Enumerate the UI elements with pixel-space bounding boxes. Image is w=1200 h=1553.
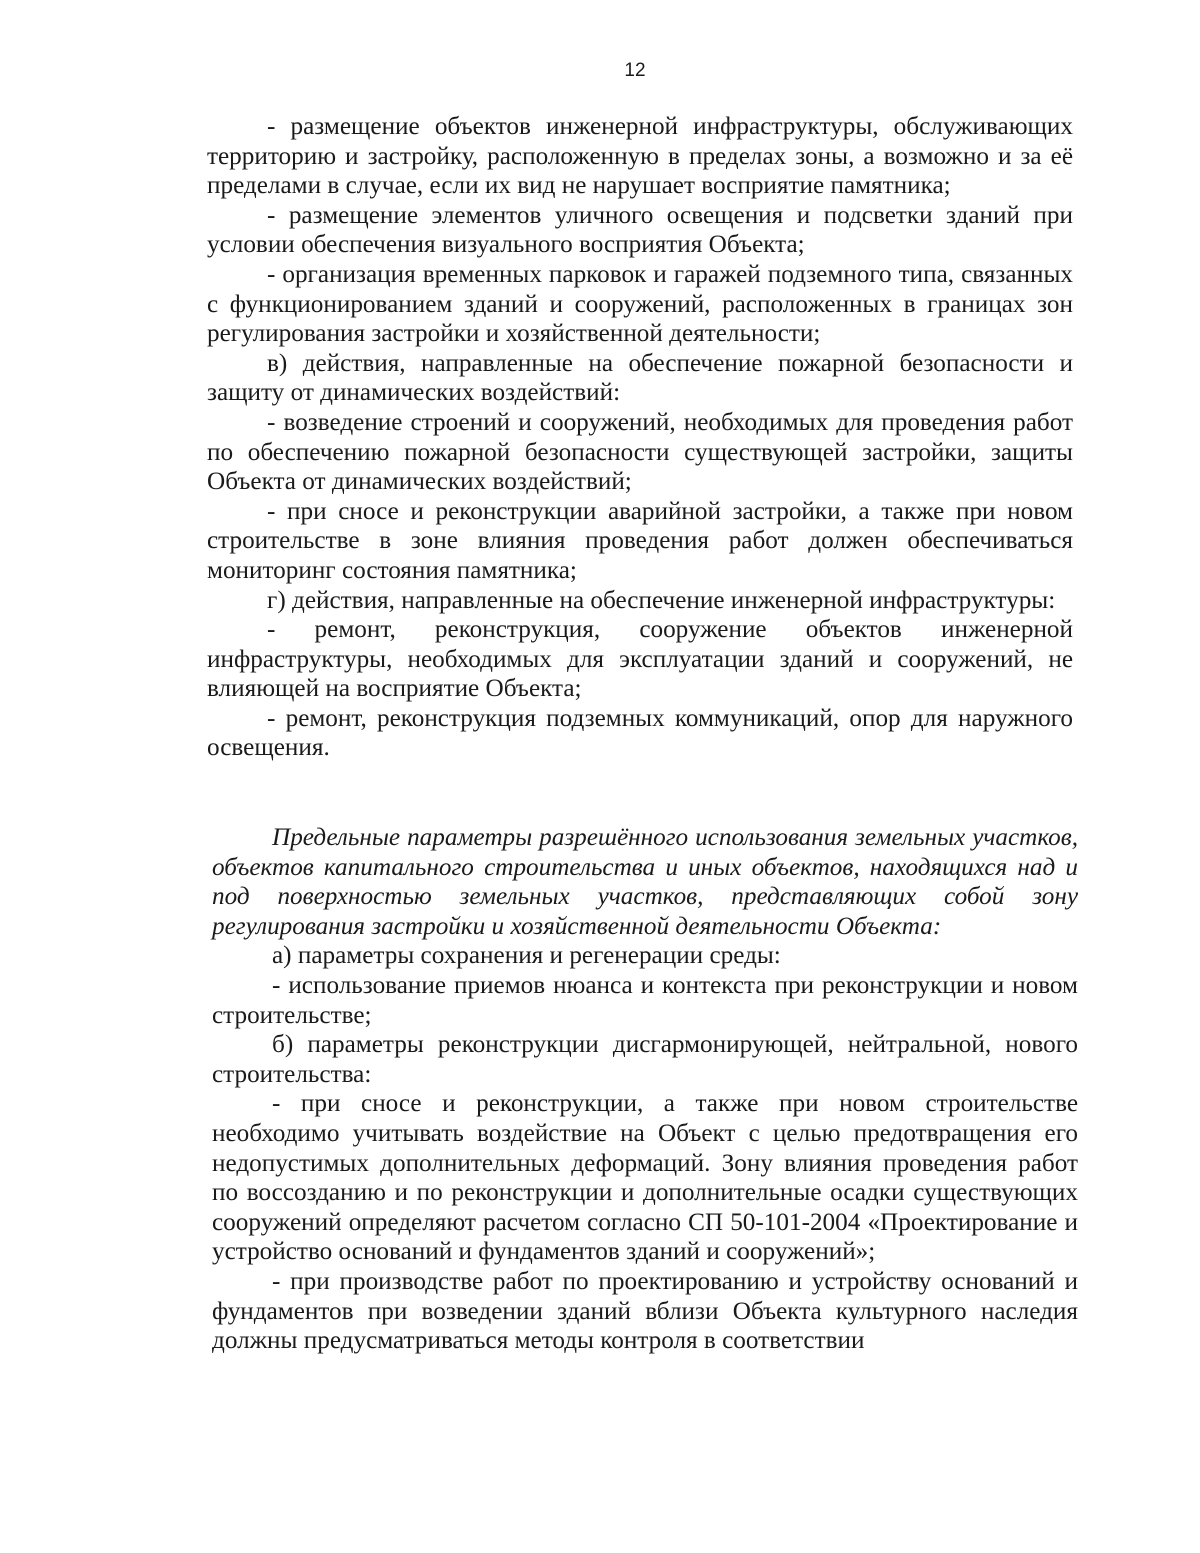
section-heading: Предельные параметры разрешённого использования земельных участков, объектов капитального строительства и иных объектов, находящихся над и под поверхностью земельных участков, представляющих собой зону регулирования застройки и хозяйственной деятельности Объекта: [212, 824, 1078, 940]
paragraph: - при сносе и реконструкции аварийной застройки, а также при новом строительстве в зоне влияния проведения работ должен обеспечиваться мониторинг состояния памятника; [207, 497, 1073, 584]
page-number: 12 [624, 60, 646, 81]
paragraph: - ремонт, реконструкция подземных коммуникаций, опор для наружного освещения. [207, 704, 1073, 762]
paragraph: г) действия, направленные на обеспечение инженерной инфраструктуры: [267, 586, 1056, 614]
paragraph: - ремонт, реконструкция, сооружение объектов инженерной инфраструктуры, необходимых для эксплуатации зданий и сооружений, не влияющей на восприятие Объекта; [207, 616, 1073, 703]
paragraph: - при сносе и реконструкции, а также при новом строительстве необходимо учитывать воздействие на Объект с целью предотвращения его недопустимых дополнительных деформаций. Зону влияния проведения работ по воссозданию и по реконструкции и дополнительные осадки существующих сооружений определяют расчетом согласно СП 50-101-2004 «Проектирование и устройство оснований и фундаментов зданий и сооружений»; [212, 1090, 1078, 1266]
section-2-text [212, 823, 1078, 1356]
paragraph: - размещение элементов уличного освещения и подсветки зданий при условии обеспечения визуального восприятия Объекта; [207, 201, 1073, 259]
paragraph: а) параметры сохранения и регенерации среды: [272, 942, 781, 970]
paragraph: - использование приемов нюанса и контекста при реконструкции и новом строительстве; [212, 971, 1078, 1029]
paragraph: б) параметры реконструкции дисгармонирующей, нейтральной, нового строительства: [212, 1031, 1078, 1088]
paragraph: - возведение строений и сооружений, необходимых для проведения работ по обеспечению пожарной безопасности существующей застройки, защиты Объекта от динамических воздействий; [207, 408, 1073, 496]
paragraph: - размещение объектов инженерной инфраструктуры, обслуживающих территорию и застройку, расположенную в пределах зоны, а возможно и за её пределами в случае, если их вид не нарушает восприятие памятника; [207, 113, 1073, 200]
paragraph: в) действия, направленные на обеспечение пожарной безопасности и защиту от динамических воздействий: [207, 349, 1073, 407]
paragraph: - организация временных парковок и гаражей подземного типа, связанных с функционированием зданий и сооружений, расположенных в границах зон регулирования застройки и хозяйственной деятельности; [207, 260, 1073, 348]
section-1-text [207, 112, 1073, 763]
paragraph: - при производстве работ по проектированию и устройству оснований и фундаментов при возведении зданий вблизи Объекта культурного наследия должны предусматриваться методы контроля в соответствии [212, 1267, 1078, 1355]
